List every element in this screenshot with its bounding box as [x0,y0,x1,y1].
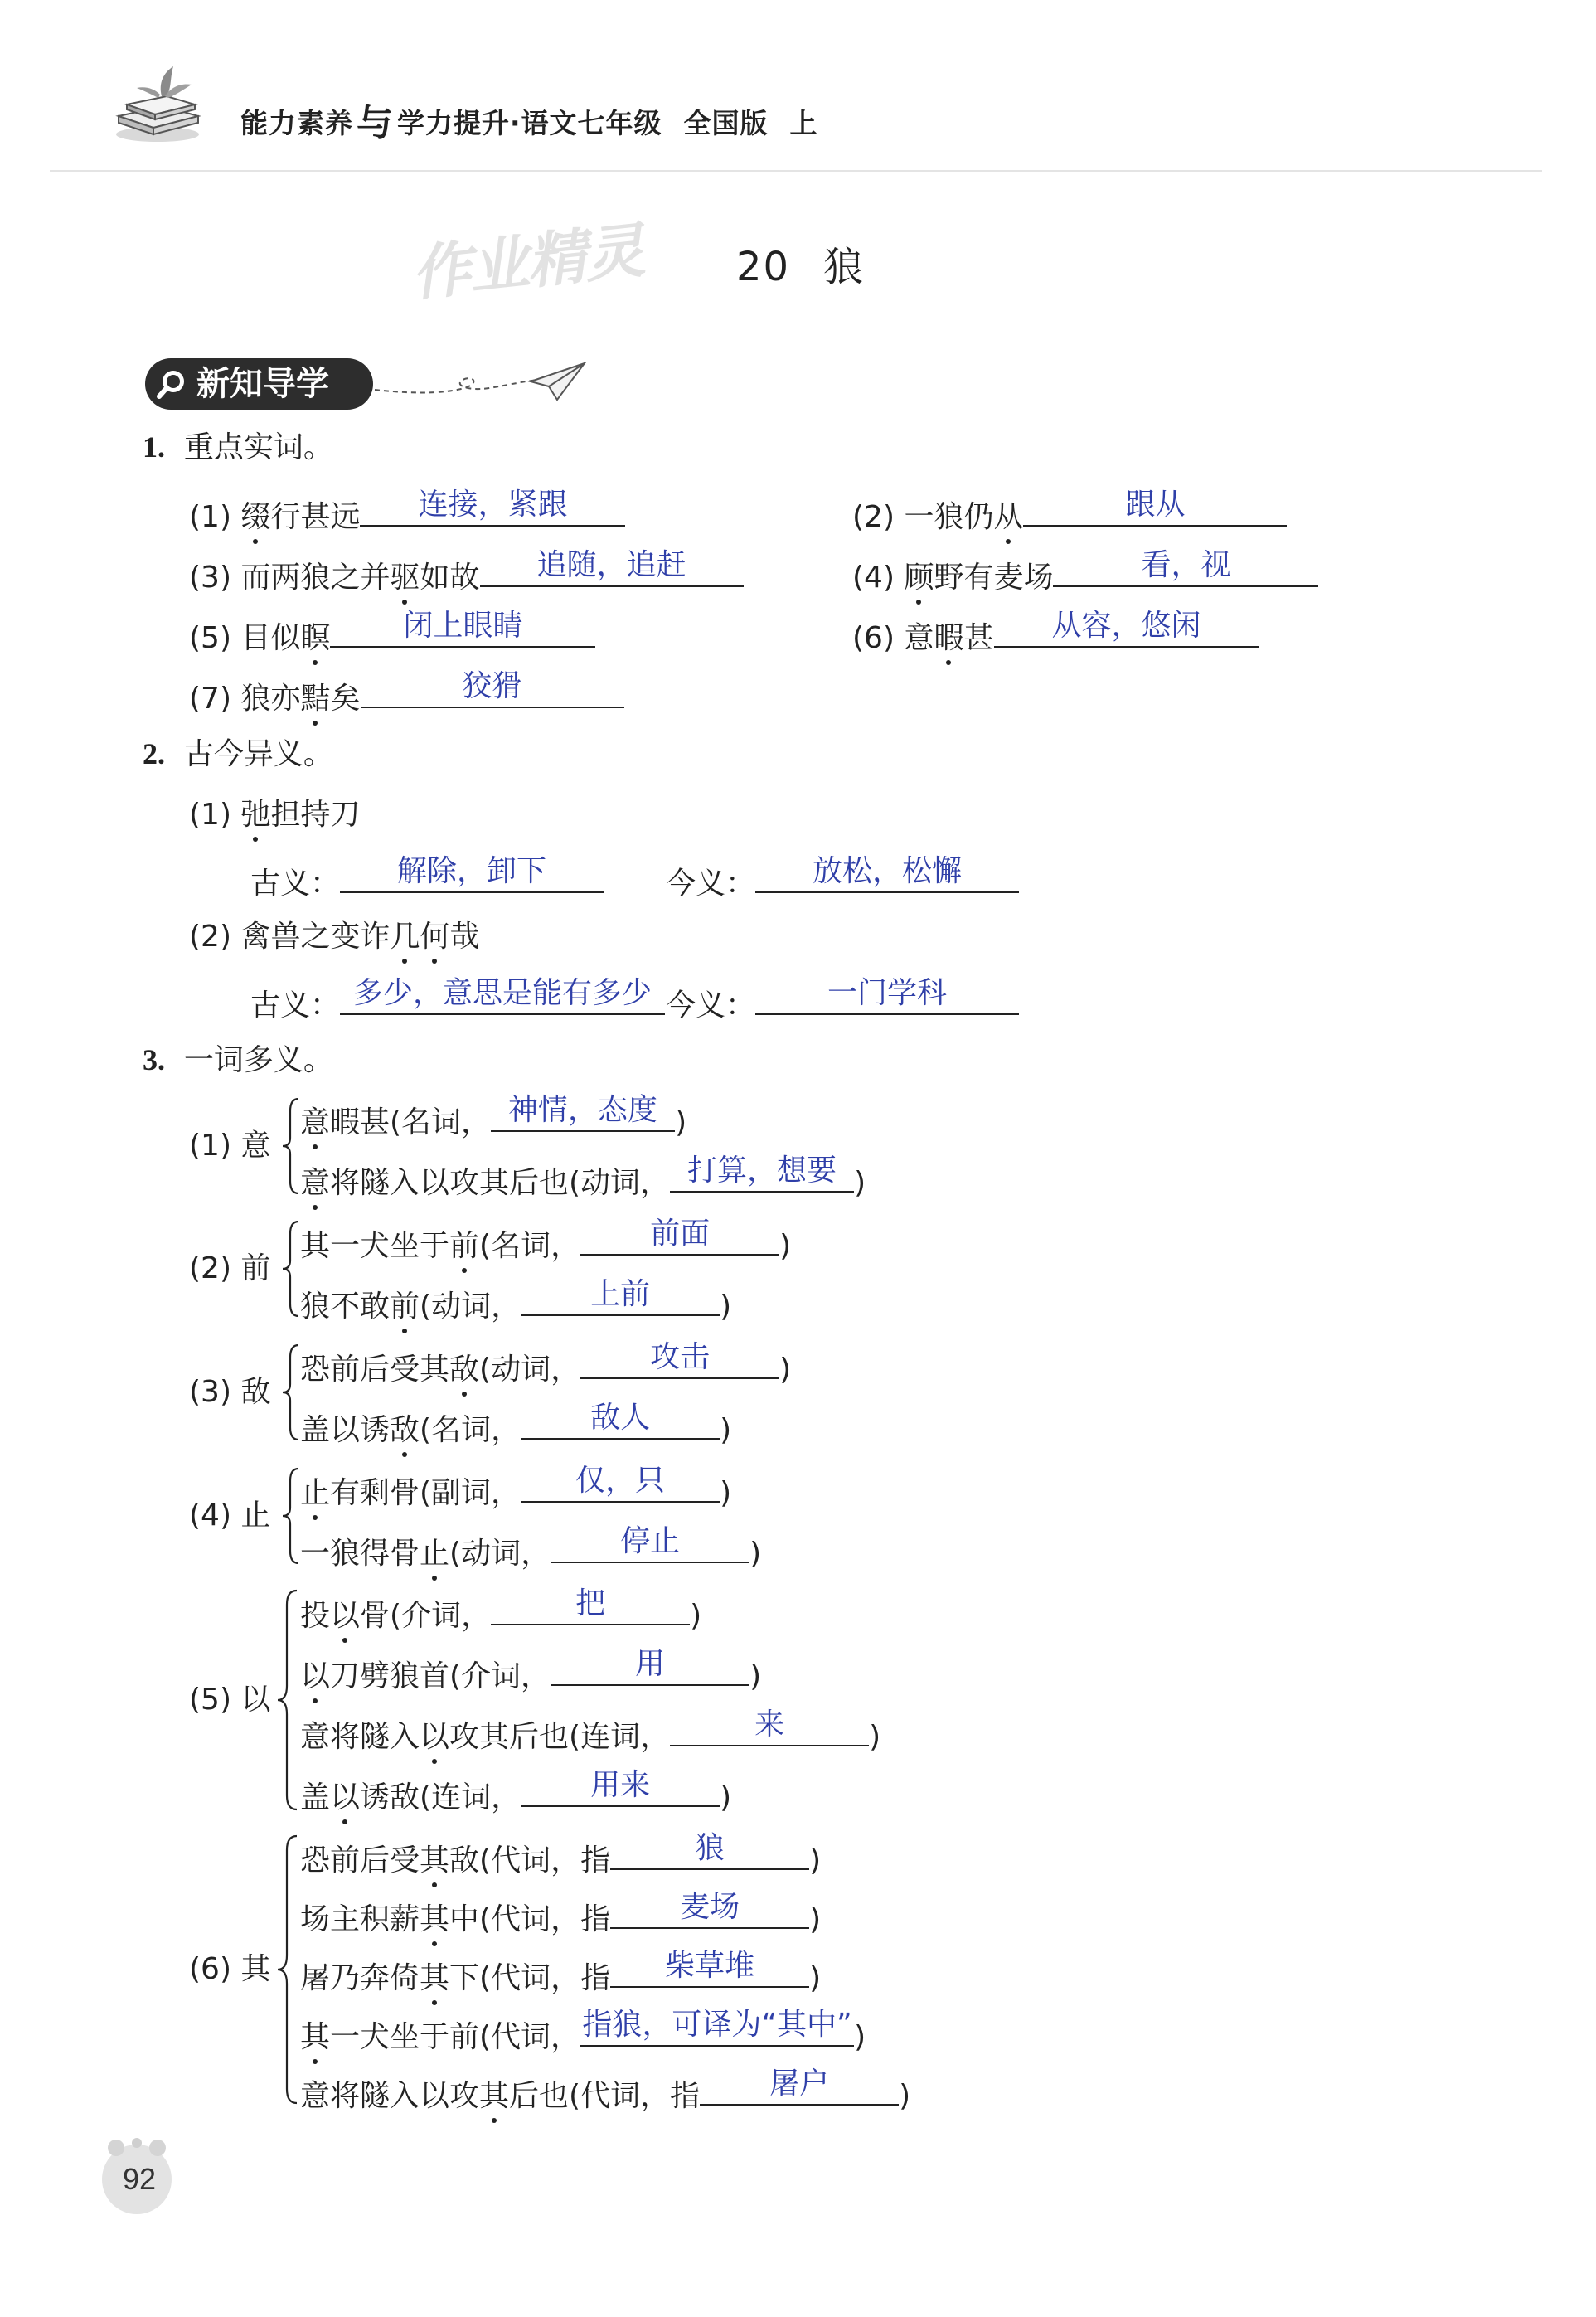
answer-text: 来 [754,1707,785,1741]
item-number: (2) [189,920,231,954]
answer-text: 麦场 [680,1890,740,1924]
lesson-number: 20 [736,244,791,290]
close-paren: ) [899,2079,911,2113]
group-word: 前 [240,1251,271,1285]
paper-plane-icon [373,357,589,415]
q1-item [189,488,625,534]
close-paren: ) [720,1413,732,1447]
line-text: 投以骨(介词， [300,1599,492,1633]
answer-text: 追随，追赶 [536,548,686,582]
line-text: 意暇甚(名词， [300,1105,492,1139]
item-text: 一狼仍从 [904,500,1024,534]
answer-blank [994,609,1259,648]
group-word: 其 [240,1952,271,1986]
q3-group-label [189,1251,271,1285]
close-paren: ) [720,1476,732,1510]
item-text: 弛担持刀 [240,798,361,832]
answer-text: 一门学科 [827,976,948,1010]
header-title-part2: 学力提升 [397,107,510,139]
q3-group-label [189,1685,270,1715]
lesson-title [736,235,865,292]
line-text: 一狼得骨止(动词， [300,1537,551,1571]
close-paren: ) [809,1961,822,1995]
answer-blank [610,1890,809,1929]
q3-line [300,1707,881,1754]
answer-blank [670,1707,869,1746]
q2-item [189,922,480,952]
answer-blank [1023,488,1287,527]
answer-blank [361,669,624,708]
close-paren: ) [749,1659,762,1693]
jin-label: 今义： [666,988,756,1022]
close-paren: ) [720,1780,732,1814]
answer-text: 解除，卸下 [397,854,547,888]
close-paren: ) [749,1537,762,1571]
brace-6 [278,1836,297,2103]
item-number: (5) [189,621,231,655]
answer-text: 仅，只 [575,1464,666,1498]
answer-text: 上前 [590,1277,651,1311]
line-text: 盖以诱敌(连词， [300,1780,521,1814]
answer-text: 神情，态度 [508,1093,658,1127]
item-number: (1) [189,798,231,832]
q3-title: 一词多义。 [183,1043,333,1077]
line-text: 恐前后受其敌(动词， [300,1353,581,1387]
item-number: (2) [852,500,895,534]
magnifier-icon [157,368,188,400]
q2-meaning-row [666,976,1019,1022]
group-number: (6) [189,1952,231,1986]
close-paren: ) [809,1843,822,1877]
answer-blank [521,1401,720,1440]
q1-item [852,488,1287,534]
q1-number: 1. [143,430,165,464]
q1-item [189,609,595,655]
brace-5 [278,1591,297,1809]
answer-blank [480,548,744,587]
group-number: (3) [189,1375,231,1409]
line-text: 狼不敢前(动词， [300,1290,521,1324]
header-title-part1: 能力素养 [240,107,353,139]
answer-blank [755,854,1019,893]
item-text: 顾野有麦场 [904,561,1054,595]
item-text: 而两狼之并驱如故 [240,561,480,595]
group-number: (2) [189,1251,231,1285]
answer-blank [330,609,595,648]
answer-blank [610,1949,809,1988]
q2-meaning-row [250,854,604,901]
group-word: 以 [240,1683,271,1717]
q1-item [189,548,744,595]
header-title-yu: 与 [357,102,394,144]
answer-blank [551,1524,749,1563]
q3-line [300,2008,866,2054]
answer-text: 看，视 [1141,548,1231,582]
page-number: 92 [123,2162,157,2196]
answer-blank [491,1093,675,1132]
q3-group-label [189,1952,271,1986]
q3-line [300,1586,702,1633]
answer-text: 屠户 [769,2067,830,2101]
answer-text: 敌人 [590,1401,651,1435]
jin-label: 今义： [666,867,756,901]
q3-line [300,1340,792,1387]
answer-blank [610,1831,809,1870]
close-paren: ) [779,1229,792,1263]
group-word: 止 [240,1499,271,1533]
answer-text: 跟从 [1125,488,1186,522]
line-text: 止有剩骨(副词， [300,1476,521,1510]
answer-text: 用 [635,1647,666,1681]
line-text: 以刀劈狼首(介词， [300,1659,551,1693]
header-title [240,93,818,146]
line-text: 恐前后受其敌(代词，指 [300,1843,611,1877]
line-text: 意将隧入以攻其后也(连词， [300,1720,671,1754]
answer-text: 把 [575,1586,606,1620]
q3-line [300,1154,866,1200]
brace-4 [283,1469,298,1563]
answer-blank [670,1154,854,1193]
answer-blank [700,2067,899,2106]
item-text: 缀行甚远 [240,500,361,534]
item-number: (1) [189,500,231,534]
answer-blank [580,1340,779,1379]
gu-label: 古义： [250,867,341,901]
q3-line [300,1093,687,1139]
q3-heading [143,1045,333,1076]
item-text: 狼亦黠矣 [240,682,361,716]
q1-item [189,669,624,716]
brace-3 [283,1345,298,1440]
q3-number: 3. [143,1043,165,1076]
line-text: 其一犬坐于前(代词， [300,2020,581,2054]
line-text: 意将隧入以攻其后也(动词， [300,1166,671,1200]
q3-group-label [189,1501,270,1531]
answer-blank [340,854,604,893]
line-text: 意将隧入以攻其后也(代词，指 [300,2079,701,2113]
q2-number: 2. [143,737,165,770]
gu-label: 古义： [250,988,341,1022]
header-edition: 全国版 [683,107,769,139]
q3-line [300,1768,732,1814]
answer-text: 指狼，可译为“其中” [582,2008,852,2042]
answer-text: 多少，意思是能有多少 [353,976,652,1010]
answer-text: 从容，悠闲 [1051,609,1201,643]
close-paren: ) [779,1353,792,1387]
q1-item [852,548,1318,595]
answer-blank [521,1464,720,1503]
header-volume: 上 [789,107,818,139]
line-text: 场主积薪其中(代词，指 [300,1902,611,1936]
answer-blank [1053,548,1318,587]
line-text: 屠乃奔倚其下(代词，指 [300,1961,611,1995]
q2-item [189,800,360,830]
q3-line [300,1524,762,1571]
section-badge [145,358,373,410]
item-number: (7) [189,682,231,716]
q1-title: 重点实词。 [183,430,333,464]
close-paren: ) [720,1290,732,1324]
answer-text: 攻击 [650,1340,711,1374]
answer-blank [551,1647,749,1686]
answer-text: 前面 [650,1217,711,1251]
answer-text: 柴草堆 [665,1949,755,1983]
q1-heading [143,432,333,463]
section-label: 新知导学 [196,365,329,403]
answer-blank [521,1277,720,1316]
q3-group-label [189,1131,270,1161]
group-word: 意 [240,1129,271,1163]
q3-line [300,1831,822,1877]
answer-text: 用来 [590,1768,651,1802]
answer-text: 打算，想要 [687,1154,837,1188]
line-text: 其一犬坐于前(名词， [300,1229,581,1263]
answer-text: 连接，紧跟 [418,488,568,522]
header-title-part3: ·语文七年级 [510,107,662,139]
line-text: 盖以诱敌(名词， [300,1413,521,1447]
answer-blank [755,976,1019,1015]
item-text: 意暇甚 [904,621,994,655]
answer-text: 狼 [695,1831,725,1865]
item-number: (3) [189,561,231,595]
group-number: (4) [189,1499,231,1533]
group-number: (5) [189,1683,231,1717]
q3-line [300,1464,732,1510]
group-word: 敌 [240,1375,271,1409]
item-number: (6) [852,621,895,655]
answer-blank [580,2008,854,2047]
close-paren: ) [869,1720,881,1754]
answer-blank [340,976,665,1015]
brace-2 [283,1222,298,1316]
answer-blank [491,1586,690,1625]
item-text: 禽兽之变诈几何哉 [240,920,480,954]
answer-text: 闭上眼睛 [403,609,523,643]
answer-text: 停止 [620,1524,681,1558]
item-number: (4) [852,561,895,595]
q2-title: 古今异义。 [183,737,333,771]
answer-blank [360,488,625,527]
answer-blank [580,1217,779,1256]
close-paren: ) [854,2020,866,2054]
close-paren: ) [809,1902,822,1936]
answer-blank [521,1768,720,1807]
q3-line [300,1401,732,1447]
q2-heading [143,739,333,770]
watermark: 作业精灵 [408,215,647,309]
item-text: 目似瞑 [240,621,331,655]
answer-text: 狡猾 [462,669,522,703]
brace-1 [283,1099,298,1193]
close-paren: ) [690,1599,702,1633]
q2-meaning-row [250,976,665,1022]
q1-item [852,609,1259,655]
close-paren: ) [675,1105,687,1139]
answer-text: 放松，松懈 [813,854,963,888]
book-stack-icon [112,58,203,149]
lesson-name: 狼 [823,244,866,290]
q3-line [300,1277,732,1324]
q3-line [300,1647,762,1693]
q3-line [300,1890,822,1936]
q3-line [300,1217,792,1263]
q3-line [300,1949,822,1995]
q2-meaning-row [666,854,1019,901]
close-paren: ) [854,1166,866,1200]
q3-group-label [189,1377,270,1407]
header-divider [50,170,1542,172]
group-number: (1) [189,1129,231,1163]
q3-line [300,2067,911,2113]
